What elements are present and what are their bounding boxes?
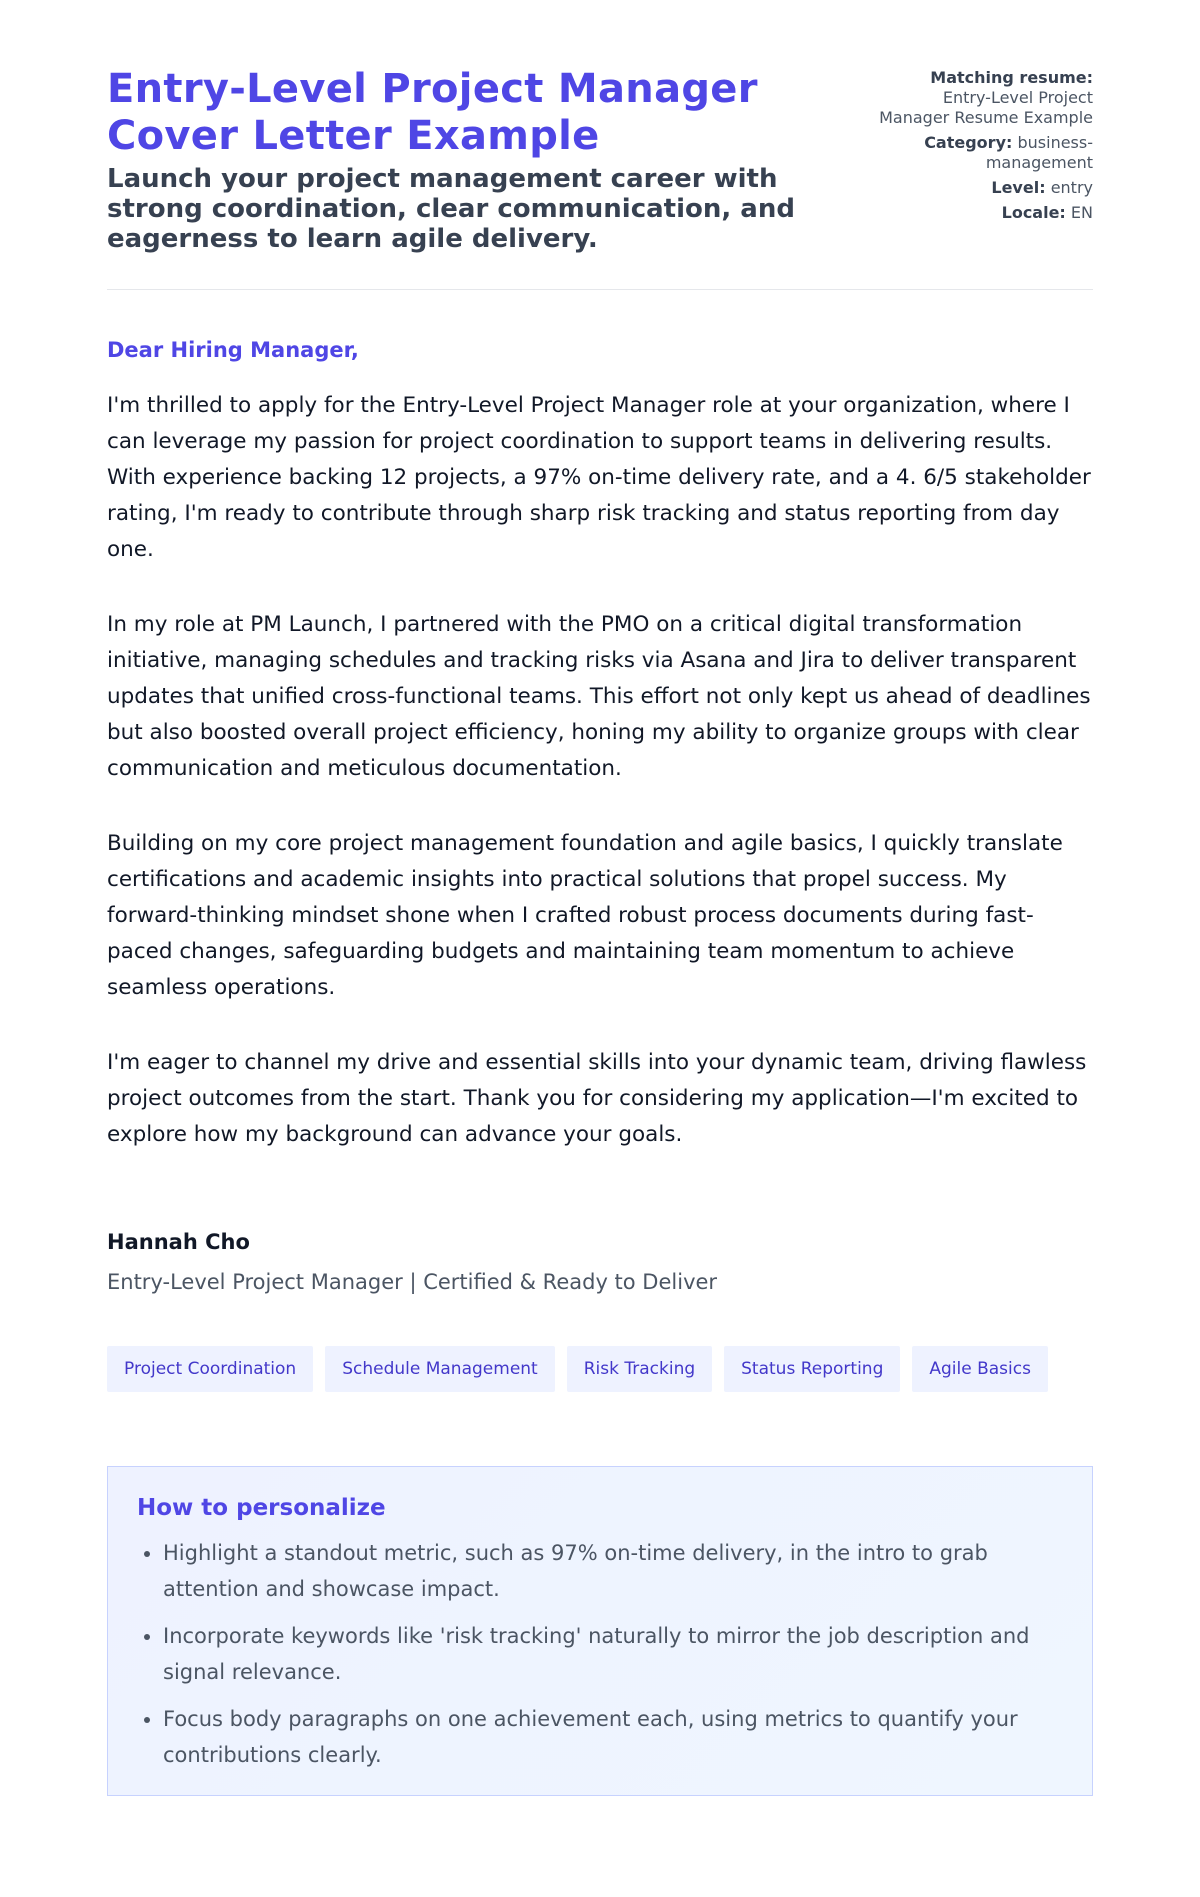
header-title-block <box>107 66 807 254</box>
meta-category-label: Category: <box>924 133 1013 152</box>
meta-locale-label: Locale: <box>1001 203 1066 222</box>
meta-category-value: business-management <box>985 133 1093 172</box>
meta-locale-value: EN <box>1070 203 1093 222</box>
meta-matching-resume <box>873 68 1093 128</box>
meta-level-label: Level: <box>991 178 1046 197</box>
page-header <box>107 0 1093 290</box>
meta-level <box>873 178 1093 198</box>
letter-paragraph: I'm thrilled to apply for the Entry-Level Project Manager role at your organization, where I can leverage my passion for project coordination to support teams in delivering results. With experience backing 12 projects, a 97% on-time delivery rate, and a 4. 6/5 stakeholder rating, I'm ready to contribute through sharp risk tracking and status reporting from day one. <box>107 393 1091 562</box>
tips-list <box>137 1535 1063 1773</box>
signature-title: Entry-Level Project Manager | Certified & Ready to Deliver <box>107 1270 718 1294</box>
tips-list-item: • Focus body paragraphs on one achievement each, using metrics to quantify your contributions clearly. <box>163 1701 1063 1773</box>
letter-paragraph: In my role at PM Launch, I partnered with the PMO on a critical digital transformation initiative, managing schedules and tracking risks via Asana and Jira to deliver transparent updates that unified cross-functional teams. This effort not only kept us ahead of deadlines but also boosted overall project efficiency, honing my ability to organize groups with clear communication and meticulous documentation. <box>107 612 1091 781</box>
tips-list-item: • Highlight a standout metric, such as 97% on-time delivery, in the intro to grab attention and showcase impact. <box>163 1535 1063 1607</box>
page-subtitle: Launch your project management career with strong coordination, clear communication, and eagerness to learn agile delivery. <box>107 164 795 254</box>
meta-matching-resume-value: Entry-Level Project Manager Resume Example <box>879 88 1093 127</box>
skill-tag: Project Coordination <box>107 1346 313 1392</box>
skill-tag: Risk Tracking <box>567 1346 712 1392</box>
letter-section <box>107 338 1093 1294</box>
meta-locale <box>873 203 1093 223</box>
meta-panel <box>873 66 1093 228</box>
page-title: Entry-Level Project Manager Cover Letter Example <box>107 66 758 159</box>
tips-list-item: • Incorporate keywords like 'risk tracking' naturally to mirror the job description and signal relevance. <box>163 1618 1063 1690</box>
letter-paragraph: Building on my core project management foundation and agile basics, I quickly translate certifications and academic insights into practical solutions that propel success. My forward-thinking mindset shone when I crafted robust process documents during fast-paced changes, safeguarding budgets and maintaining team momentum to achieve seamless operations. <box>107 831 1063 1000</box>
letter-greeting: Dear Hiring Manager, <box>107 338 359 362</box>
letter-paragraph: I'm eager to channel my drive and essential skills into your dynamic team, driving flawless project outcomes from the start. Thank you for considering my application—I'm excited to explore how my background can advance your goals. <box>107 1050 1087 1147</box>
skill-tag: Status Reporting <box>724 1346 900 1392</box>
letter-body <box>107 388 1093 1153</box>
meta-level-value: entry <box>1050 178 1093 197</box>
skill-tag: Agile Basics <box>912 1346 1048 1392</box>
tips-title: How to personalize <box>137 1495 386 1521</box>
skill-tag: Schedule Management <box>325 1346 555 1392</box>
meta-matching-resume-label: Matching resume: <box>930 68 1093 87</box>
personalize-tips-box <box>107 1466 1093 1796</box>
signature-name: Hannah Cho <box>107 1230 250 1254</box>
signature-block <box>107 1230 1093 1294</box>
meta-category <box>873 133 1093 173</box>
skill-tags <box>107 1346 1093 1392</box>
